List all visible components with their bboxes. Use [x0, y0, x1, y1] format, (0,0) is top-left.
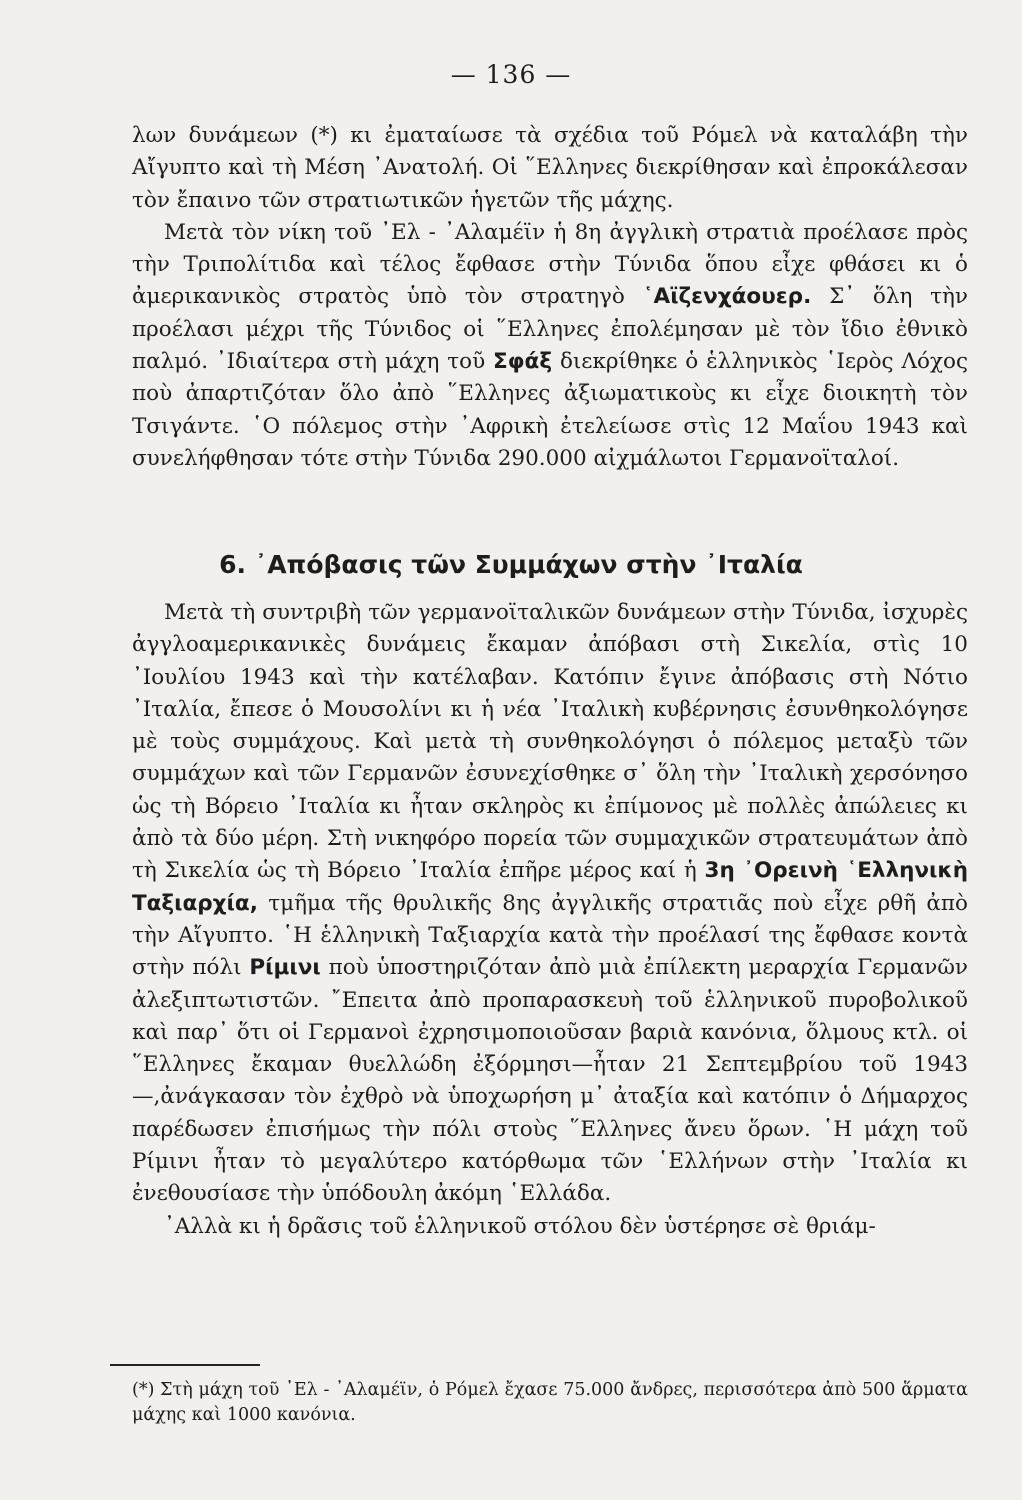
paragraph-text: Μετὰ τὸν νίκη τοῦ ᾽Ελ - ᾽Αλαμέϊν ἡ 8η ἀγγλικὴ στρατιὰ προέλασε πρὸς τὴν Τριπολίτιδα καὶ τέλος ἔφθασε στὴν Τύνιδα ὅπου εἶχε φθάσει κι ὁ ἀμερικανικὸς στρατὸς ὑπὸ τὸν στρατηγὸ — [132, 219, 968, 310]
emphasized-brigade: 3η ᾽Ορεινὴ ῾Ελληνικὴ Ταξιαρχία, — [132, 858, 968, 916]
footnote: (*) Στὴ μάχη τοῦ ᾽Ελ - ᾽Αλαμέϊν, ὁ Ρόμελ ἔχασε 75.000 ἄνδρες, περισσότερα ἀπὸ 500 ἅρματα μάχης καὶ 1000 κανόνια. — [132, 1380, 968, 1425]
paragraph-text: Σ᾽ ὅλη τὴν προέλασι μέχρι τῆς Τύνιδος οἱ ῞Ελληνες ἐπολέμησαν μὲ τὸν ἴδιο ἐθνικὸ παλμό. ᾽Ιδιαίτερα στὴ μάχη τοῦ — [132, 284, 968, 375]
paragraph-text: τμῆμα τῆς θρυλικῆς 8ης ἀγγλικῆς στρατιᾶς ποὺ εἶχε ρθῆ ἀπὸ τὴν Αἴγυπτο. ῾Η ἑλληνικὴ Ταξιαρχία κατὰ τὴν προέλασί της ἔφθασε κοντὰ στὴν πόλι — [132, 890, 968, 981]
paragraph-text: διεκρίθηκε ὁ ἑλληνικὸς ῾Ιερὸς Λόχος ποὺ ἀπαρτιζόταν ὅλο ἀπὸ ῞Ελληνες ἀξιωματικοὺς κι εἶχε διοικητὴ τὸν Τσιγάντε. ῾Ο πόλεμος στὴν ᾽Αφρικὴ ἐτελείωσε στὶς 12 Μαΐου 1943 καὶ συνελήφθησαν τότε στὴν Τύνιδα 290.000 αἰχμάλωτοι Γερμανοϊταλοί. — [132, 349, 968, 471]
paragraph — [132, 597, 968, 1211]
opening-text — [132, 120, 968, 475]
paragraph-text: Μετὰ τὴ συντριβὴ τῶν γερμανοϊταλικῶν δυνάμεων στὴν Τύνιδα, ἰσχυρὲς ἀγγλοαμερικανικὲς δυνάμεις ἔκαμαν ἀπόβασι στὴ Σικελία, στὶς 10 ᾽Ιουλίου 1943 καὶ τὴν κατέλαβαν. Κατόπιν ἔγινε ἀπόβασις στὴ Νότιο ᾽Ιταλία, ἔπεσε ὁ Μουσολίνι κι ἡ νέα ᾽Ιταλικὴ κυβέρνησις ἐσυνθηκολόγησε μὲ τοὺς συμμάχους. Καὶ μετὰ τὴ συνθηκολόγησι ὁ πόλεμος μεταξὺ τῶν συμμάχων καὶ τῶν Γερμανῶν ἐσυνεχίσθηκε σ᾽ ὅλη τὴν ᾽Ιταλικὴ χερσόνησο ὡς τὴ Βόρειο ᾽Ιταλία κι ἦταν σκληρὸς κι ἐπίμονος μὲ πολλὲς ἀπώλειες κι ἀπὸ τὰ δύο μέρη. Στὴ νικηφόρο πορεία τῶν συμμαχικῶν στρατευμάτων ἀπὸ τὴ Σικελία ὡς τὴ Βόρειο ᾽Ιταλία ἐπῆρε μέρος καί ἡ — [132, 600, 968, 884]
section-heading: 6. ᾽Απόβασις τῶν Συμμάχων στὴν ᾽Ιταλία — [219, 550, 803, 579]
paragraph — [132, 120, 968, 217]
section-text — [132, 597, 968, 1243]
paragraph-text: ποὺ ὑποστηριζόταν ἀπὸ μιὰ ἐπίλεκτη μεραρχία Γερμανῶν ἀλεξιπτωτιστῶν. ῎Επειτα ἀπὸ προπαρασκευὴ τοῦ ἑλληνικοῦ πυροβολικοῦ καὶ παρ᾽ ὅτι οἱ Γερμανοὶ ἐχρησιμοποιοῦσαν βαριὰ κανόνια, ὅλμους κτλ. οἱ ῞Ελληνες ἔκαμαν θυελλώδη ἐξόρμησι—ἦταν 21 Σεπτεμβρίου τοῦ 1943—,ἀνάγκασαν τὸν ἐχθρὸ νὰ ὑποχωρήση μ᾽ ἀταξία καὶ κατόπιν ὁ Δήμαρχος παρέδωσεν ἐπισήμως τὴν πόλι στοὺς ῞Ελληνες ἄνευ ὅρων. ῾Η μάχη τοῦ Ρίμινι ἦταν τὸ μεγαλύτερο κατόρθωμα τῶν ῾Ελλήνων στὴν ᾽Ιταλία κι ἐνεθουσίασε τὴν ὑπόδουλη ἀκόμη ῾Ελλάδα. — [132, 955, 968, 1207]
paragraph: ᾽Αλλὰ κι ἡ δρᾶσις τοῦ ἑλληνικοῦ στόλου δὲν ὑστέρησε σὲ θριάμ- — [164, 1213, 876, 1239]
emphasized-name: ῾Αϊζενχάουερ. — [642, 284, 812, 310]
page-number: — 136 — — [450, 60, 572, 89]
footnote-divider — [110, 1364, 260, 1366]
paragraph — [132, 217, 968, 475]
paragraph-text: λων δυνάμεων (*) κι ἐματαίωσε τὰ σχέδια τοῦ Ρόμελ νὰ καταλάβη τὴν Αἴγυπτο καὶ τὴ Μέση ᾽Ανατολή. Οἱ ῞Ελληνες διεκρίθησαν καὶ ἐπροκάλεσαν τὸν ἔπαινο τῶν στρατιωτικῶν ἡγετῶν τῆς μάχης. — [132, 123, 968, 213]
emphasized-city: Ρίμινι — [249, 955, 321, 981]
emphasized-place: Σφάξ — [493, 349, 553, 375]
